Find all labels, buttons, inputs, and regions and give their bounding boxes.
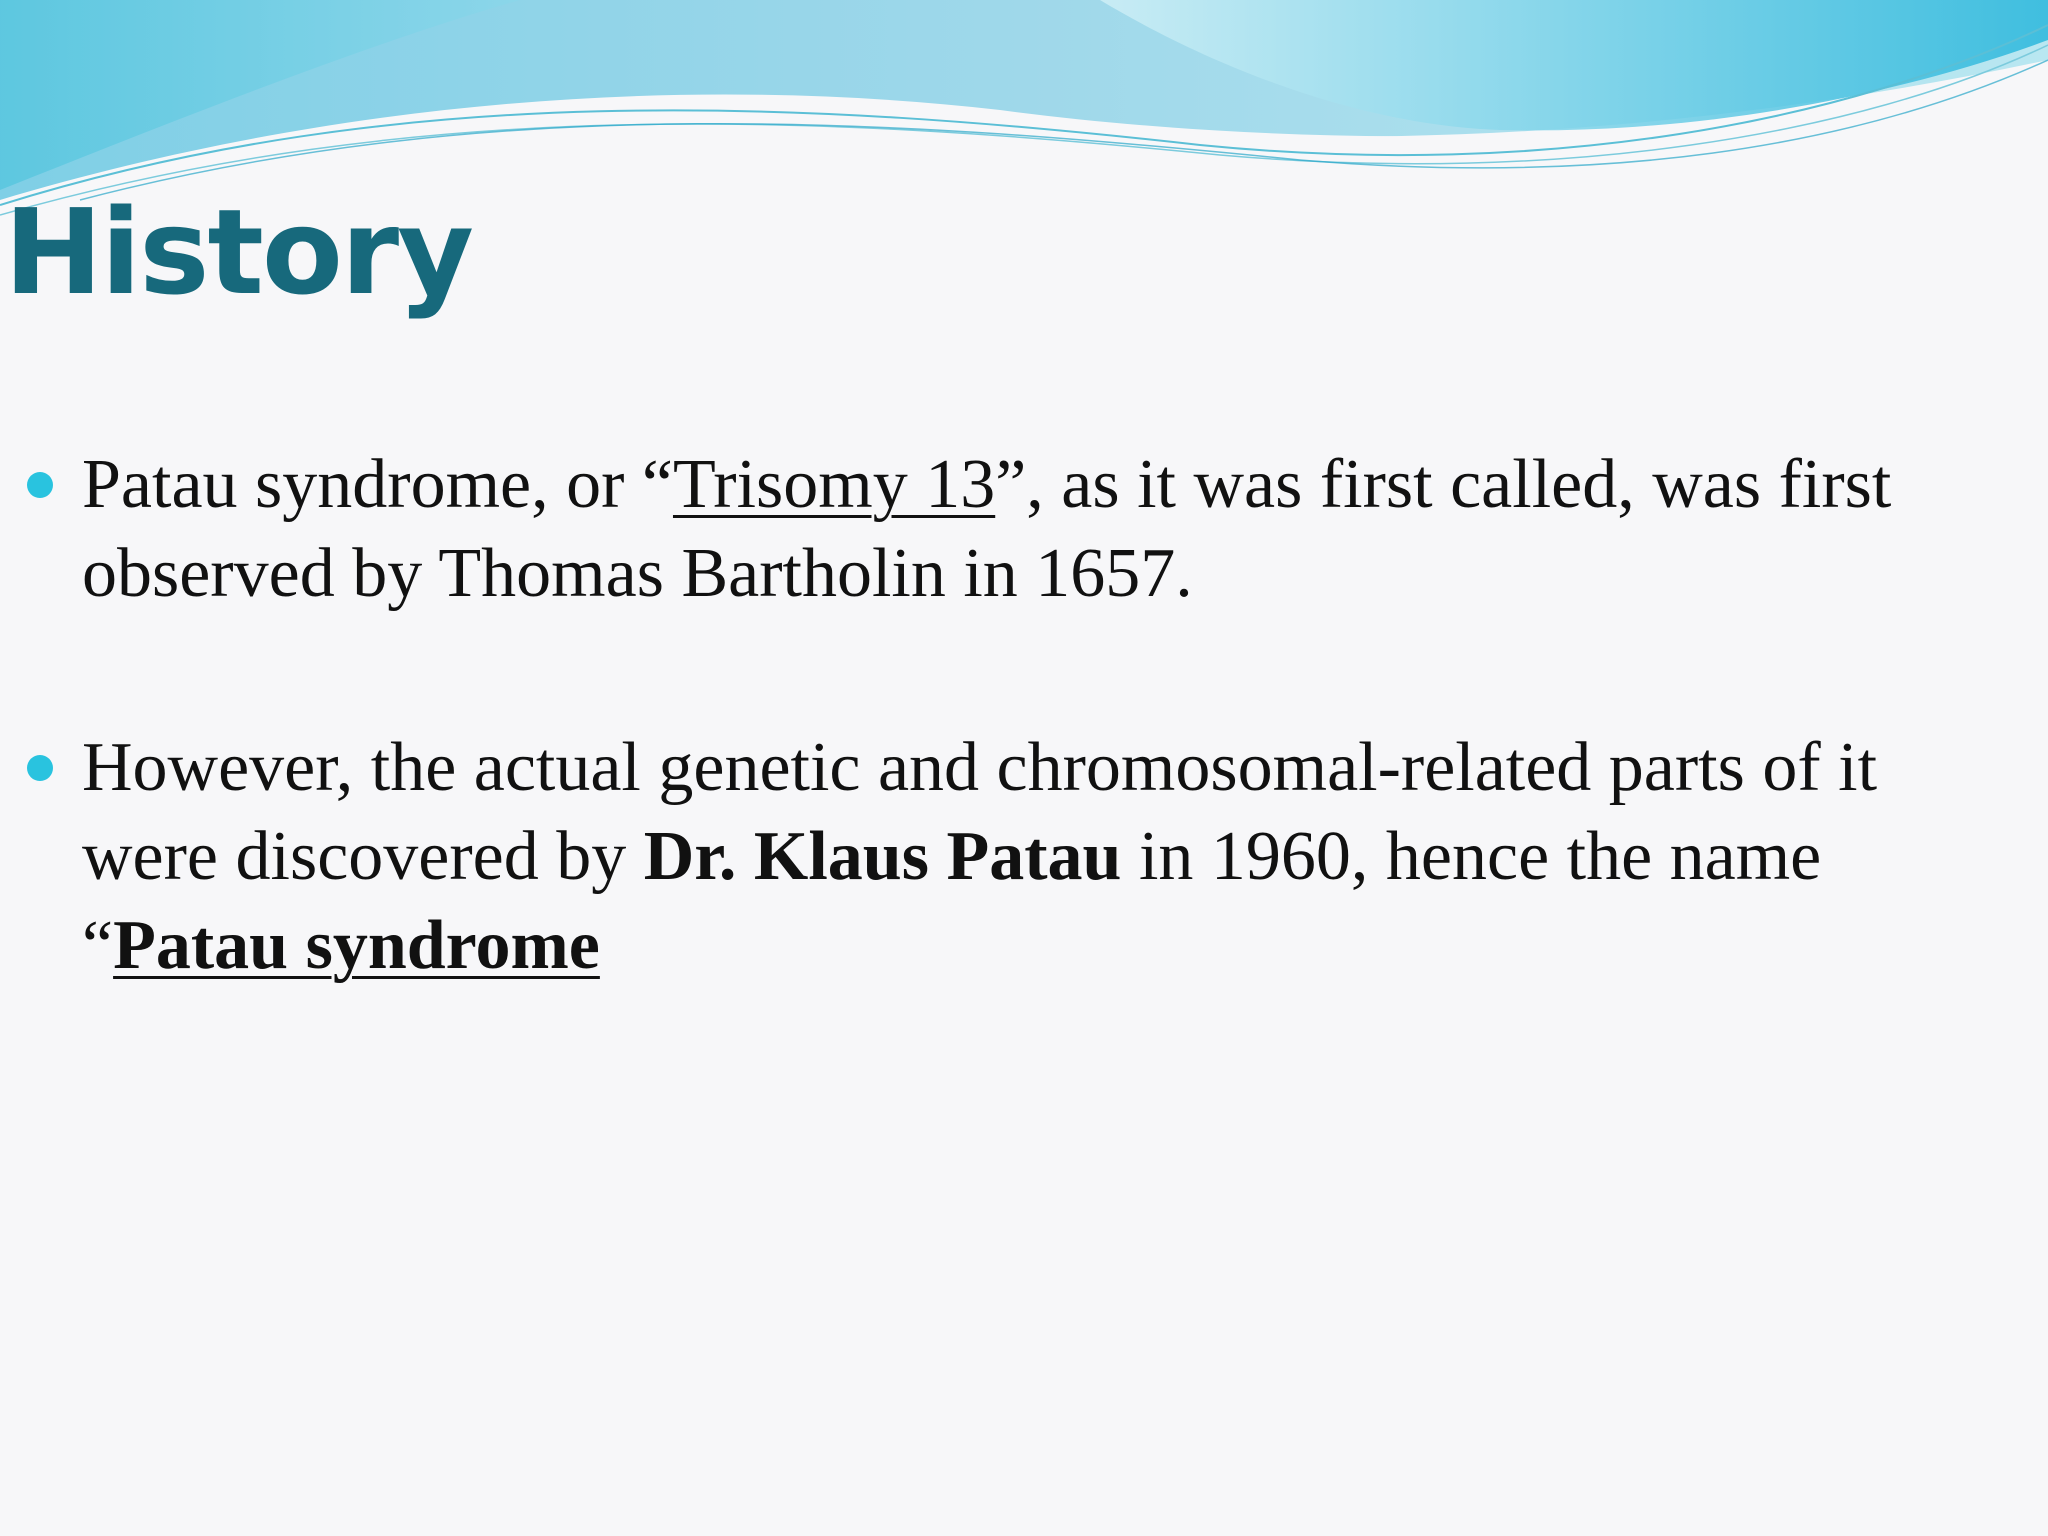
trisomy-13-text: Trisomy 13 (672, 446, 996, 523)
dr-klaus-patau-text: Dr. Klaus Patau (643, 818, 1122, 895)
bullet-item-2 (82, 723, 2012, 990)
bullet-2-text: However, the actual genetic and chromosomal-related parts of it were discovered by Dr. Klaus Patau in 1960, hence the name “Patau syndrome (82, 729, 1878, 984)
patau-syndrome-text: Patau syndrome (113, 907, 600, 984)
bullet-icon (27, 755, 53, 781)
bullet-item-1 (82, 440, 2012, 618)
bullet-1-text: Patau syndrome, or “Trisomy 13”, as it was first called, was first observed by Thomas Bartholin in 1657. (82, 446, 1892, 612)
bullet-icon (27, 472, 53, 498)
slide-title: History (4, 183, 473, 321)
